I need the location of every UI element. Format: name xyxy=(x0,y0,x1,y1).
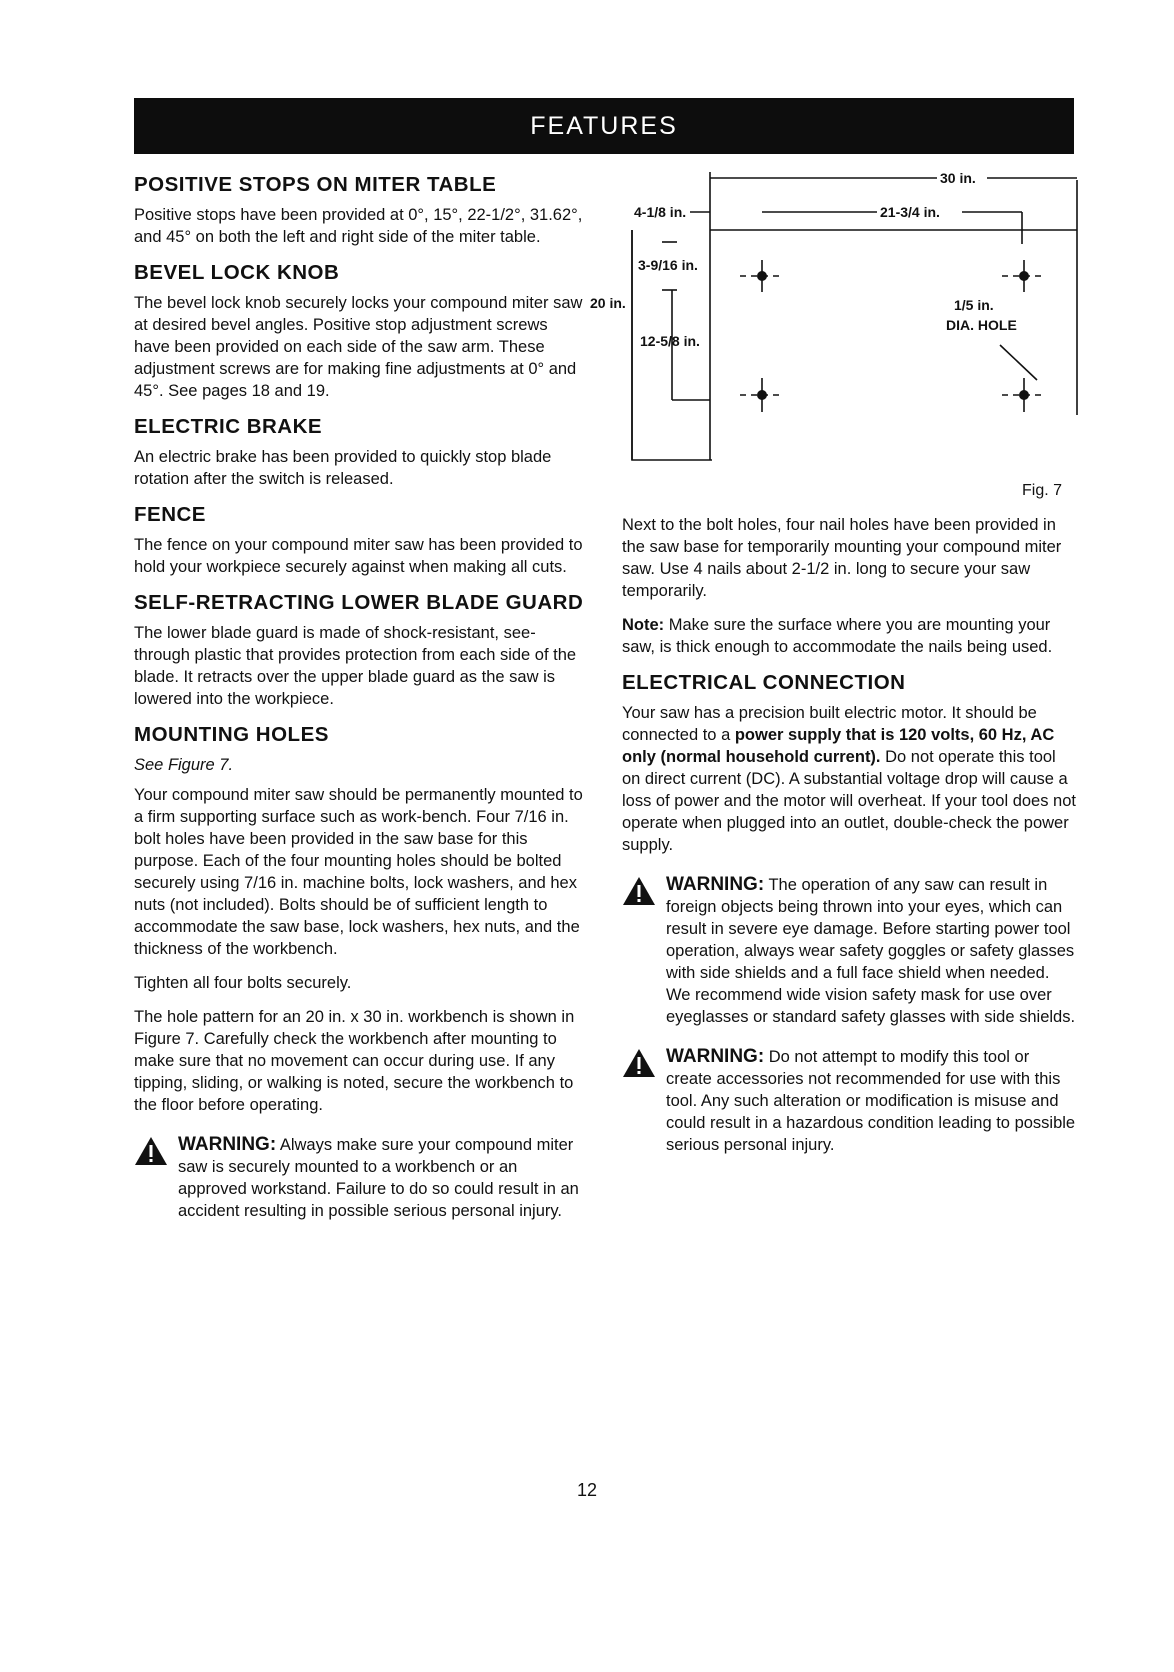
hole-pattern-svg xyxy=(590,170,1077,500)
right-column xyxy=(622,514,1077,1168)
section-body: The lower blade guard is made of shock-resistant, see-through plastic that provides protection from each side of the blade. It retracts over the upper blade guard as the saw is lowered into the workpiece. xyxy=(134,624,577,708)
section-fence xyxy=(134,502,584,578)
warning-label: WARNING: xyxy=(666,1046,765,1067)
dimension-4-1-8: 4-1/8 in. xyxy=(634,204,687,220)
section-heading: MOUNTING HOLES xyxy=(134,723,329,746)
figure-reference: See Figure 7. xyxy=(134,756,234,774)
page-title: FEATURES xyxy=(530,111,678,140)
dimension-21-3-4: 21-3/4 in. xyxy=(880,204,940,220)
section-body: Positive stops have been provided at 0°, 15°, 22-1/2°, 31.62°, and 45° on both the left and right side of the miter table. xyxy=(134,206,583,246)
section-heading: POSITIVE STOPS ON MITER TABLE xyxy=(134,173,497,196)
dimension-30: 30 in. xyxy=(940,170,976,186)
section-electrical-connection xyxy=(622,670,1077,856)
section-body: An electric brake has been provided to quickly stop blade rotation after the switch is released. xyxy=(134,448,552,488)
warning-triangle-icon xyxy=(622,876,656,906)
warning-modification xyxy=(622,1046,1077,1156)
section-heading: ELECTRICAL CONNECTION xyxy=(622,671,906,694)
warning-text: Do not attempt to modify this tool or create accessories not recommended for use with this tool. Any such alteration or modification is misuse and could result in a hazardous condition leading to possible serious personal injury. xyxy=(666,1048,1076,1154)
warning-label: WARNING: xyxy=(178,1134,277,1155)
section-mounting-holes xyxy=(134,722,584,1116)
section-blade-guard xyxy=(134,590,584,710)
warning-triangle-icon xyxy=(134,1136,168,1166)
section-heading: BEVEL LOCK KNOB xyxy=(134,261,340,284)
section-body: The fence on your compound miter saw has been provided to hold your workpiece securely against when making all cuts. xyxy=(134,536,583,576)
section-body: Your compound miter saw should be permanently mounted to a firm supporting surface such as work-bench. Four 7/16 in. bolt holes have been provided in the saw base for this purpose. Each of the four mounting holes should be bolted securely using 7/16 in. machine bolts, lock washers, and hex nuts (not included). Bolts should be of sufficient length to accommodate the saw base, lock washers, hex nuts, and the thickness of the workbench. xyxy=(134,786,583,958)
figure-caption: Fig. 7 xyxy=(1022,482,1063,499)
note-text: Make sure the surface where you are mounting your saw, is thick enough to accommodate the nails being used. xyxy=(622,616,1053,656)
dimension-20: 20 in. xyxy=(590,295,626,311)
nail-holes-text: Next to the bolt holes, four nail holes have been provided in the saw base for temporarily mounting your compound miter saw. Use 4 nails about 2-1/2 in. long to secure your saw temporarily. xyxy=(622,516,1062,600)
section-body: The bevel lock knob securely locks your compound miter saw at desired bevel angles. Positive stop adjustment screws have been provided on each side of the saw arm. These adjustment screws are for making fine adjustments at 0° and 45°. See pages 18 and 19. xyxy=(134,294,583,400)
warning-text: Always make sure your compound miter saw is securely mounted to a workbench or an approved workstand. Failure to do so could result in an accident resulting in possible serious personal injury. xyxy=(178,1136,579,1220)
hole-size: 1/5 in. xyxy=(954,297,994,313)
features-banner xyxy=(134,98,1074,154)
left-column xyxy=(134,172,584,1234)
warning-mounting xyxy=(134,1134,584,1222)
dimension-3-9-16: 3-9/16 in. xyxy=(638,257,698,273)
bolt-holes xyxy=(740,260,1046,412)
section-positive-stops xyxy=(134,172,584,248)
section-body: The hole pattern for an 20 in. x 30 in. workbench is shown in Figure 7. Carefully check the workbench after mounting to make sure that no movement can occur during use. If any tipping, sliding, or walking is noted, secure the workbench to the floor before operating. xyxy=(134,1008,575,1114)
figure-7-diagram xyxy=(590,170,1077,500)
section-heading: ELECTRIC BRAKE xyxy=(134,415,323,438)
warning-text: The operation of any saw can result in foreign objects being thrown into your eyes, which can result in severe eye damage. Before starting power tool operation, always wear safety goggles or safety glasses with side shields and a full face shield when needed. We recommend wide vision safety mask for use over eyeglasses or standard safety glasses with side shields. xyxy=(666,876,1076,1026)
power-supply-spec: power supply that is 120 volts, 60 Hz, AC only (normal household current). xyxy=(622,726,1055,766)
section-heading: FENCE xyxy=(134,503,206,526)
warning-label: WARNING: xyxy=(666,874,765,895)
hole-type: DIA. HOLE xyxy=(946,317,1017,333)
warning-triangle-icon xyxy=(622,1048,656,1078)
section-electric-brake xyxy=(134,414,584,490)
section-bevel-lock xyxy=(134,260,584,402)
note-paragraph xyxy=(622,614,1077,658)
note-label: Note: xyxy=(622,616,665,634)
warning-eye-protection xyxy=(622,874,1077,1028)
dimension-12-5-8: 12-5/8 in. xyxy=(640,333,700,349)
section-heading: SELF-RETRACTING LOWER BLADE GUARD xyxy=(134,591,584,614)
electrical-text-c: Do not operate this tool on direct current (DC). A substantial voltage drop will cause a loss of power and the motor will overheat. If your tool does not operate when plugged into an outlet, double-check the power supply. xyxy=(622,748,1076,854)
section-body xyxy=(622,702,1077,856)
electrical-text-a: Your saw has a precision built electric motor. It should be connected to a xyxy=(622,704,1037,744)
section-body: Tighten all four bolts securely. xyxy=(134,974,352,992)
page-number: 12 xyxy=(576,1480,598,1500)
